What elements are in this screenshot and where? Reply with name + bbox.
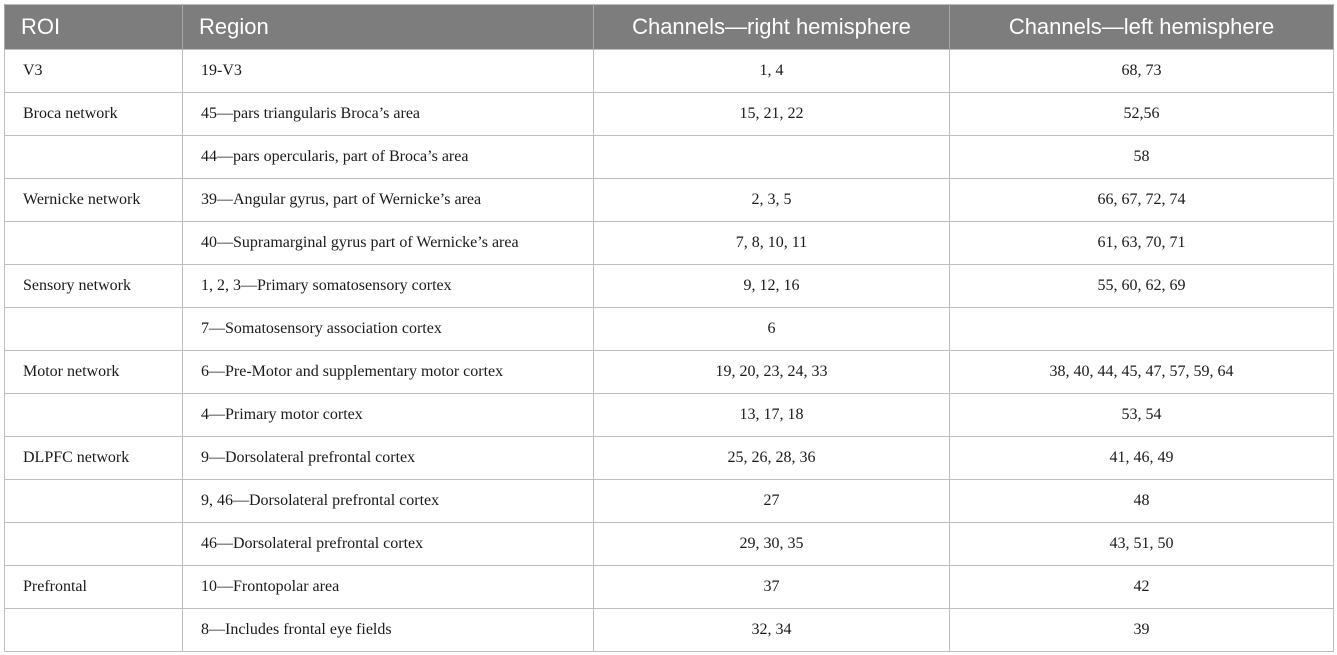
cell-region: 45—pars triangularis Broca’s area xyxy=(183,93,594,136)
cell-channels-left: 53, 54 xyxy=(950,394,1334,437)
cell-region: 46—Dorsolateral prefrontal cortex xyxy=(183,523,594,566)
cell-channels-right: 15, 21, 22 xyxy=(594,93,950,136)
cell-channels-left: 43, 51, 50 xyxy=(950,523,1334,566)
table-row xyxy=(5,50,1334,93)
cell-roi xyxy=(5,308,183,351)
table-header xyxy=(5,5,1334,50)
cell-channels-left: 61, 63, 70, 71 xyxy=(950,222,1334,265)
cell-channels-left: 52,56 xyxy=(950,93,1334,136)
header-region: Region xyxy=(183,5,594,50)
cell-region: 7—Somatosensory association cortex xyxy=(183,308,594,351)
cell-channels-left: 48 xyxy=(950,480,1334,523)
table-row xyxy=(5,265,1334,308)
roi-channel-table xyxy=(4,4,1334,652)
cell-channels-right: 37 xyxy=(594,566,950,609)
cell-channels-left: 55, 60, 62, 69 xyxy=(950,265,1334,308)
cell-region: 1, 2, 3—Primary somatosensory cortex xyxy=(183,265,594,308)
cell-channels-left: 68, 73 xyxy=(950,50,1334,93)
cell-roi: DLPFC network xyxy=(5,437,183,480)
cell-region: 9, 46—Dorsolateral prefrontal cortex xyxy=(183,480,594,523)
cell-region: 40—Supramarginal gyrus part of Wernicke’s area xyxy=(183,222,594,265)
cell-channels-left: 66, 67, 72, 74 xyxy=(950,179,1334,222)
cell-roi: Prefrontal xyxy=(5,566,183,609)
cell-roi xyxy=(5,136,183,179)
cell-channels-left: 39 xyxy=(950,609,1334,652)
table-row xyxy=(5,609,1334,652)
cell-roi xyxy=(5,394,183,437)
cell-roi: Wernicke network xyxy=(5,179,183,222)
cell-channels-left: 38, 40, 44, 45, 47, 57, 59, 64 xyxy=(950,351,1334,394)
cell-channels-right xyxy=(594,136,950,179)
cell-region: 8—Includes frontal eye fields xyxy=(183,609,594,652)
header-channels-left: Channels—left hemisphere xyxy=(950,5,1334,50)
cell-region: 6—Pre-Motor and supplementary motor cortex xyxy=(183,351,594,394)
cell-roi xyxy=(5,222,183,265)
header-row xyxy=(5,5,1334,50)
header-channels-right: Channels—right hemisphere xyxy=(594,5,950,50)
cell-channels-right: 27 xyxy=(594,480,950,523)
cell-channels-right: 6 xyxy=(594,308,950,351)
table-row xyxy=(5,480,1334,523)
roi-table-container xyxy=(4,4,1333,652)
table-row xyxy=(5,394,1334,437)
table-row xyxy=(5,351,1334,394)
cell-region: 10—Frontopolar area xyxy=(183,566,594,609)
cell-channels-right: 2, 3, 5 xyxy=(594,179,950,222)
cell-channels-right: 7, 8, 10, 11 xyxy=(594,222,950,265)
table-row xyxy=(5,222,1334,265)
table-row xyxy=(5,308,1334,351)
cell-channels-right: 13, 17, 18 xyxy=(594,394,950,437)
cell-channels-left: 41, 46, 49 xyxy=(950,437,1334,480)
cell-channels-right: 29, 30, 35 xyxy=(594,523,950,566)
table-row xyxy=(5,523,1334,566)
cell-channels-left xyxy=(950,308,1334,351)
cell-region: 4—Primary motor cortex xyxy=(183,394,594,437)
table-row xyxy=(5,93,1334,136)
cell-region: 39—Angular gyrus, part of Wernicke’s area xyxy=(183,179,594,222)
cell-region: 44—pars opercularis, part of Broca’s area xyxy=(183,136,594,179)
cell-roi: Motor network xyxy=(5,351,183,394)
cell-roi xyxy=(5,480,183,523)
cell-channels-right: 9, 12, 16 xyxy=(594,265,950,308)
cell-channels-right: 32, 34 xyxy=(594,609,950,652)
table-row xyxy=(5,136,1334,179)
table-row xyxy=(5,437,1334,480)
table-row xyxy=(5,179,1334,222)
header-roi: ROI xyxy=(5,5,183,50)
cell-region: 9—Dorsolateral prefrontal cortex xyxy=(183,437,594,480)
cell-region: 19-V3 xyxy=(183,50,594,93)
table-body xyxy=(5,50,1334,652)
cell-roi: Sensory network xyxy=(5,265,183,308)
cell-roi: V3 xyxy=(5,50,183,93)
cell-roi xyxy=(5,523,183,566)
cell-roi: Broca network xyxy=(5,93,183,136)
cell-channels-right: 1, 4 xyxy=(594,50,950,93)
cell-channels-right: 19, 20, 23, 24, 33 xyxy=(594,351,950,394)
cell-roi xyxy=(5,609,183,652)
cell-channels-right: 25, 26, 28, 36 xyxy=(594,437,950,480)
cell-channels-left: 42 xyxy=(950,566,1334,609)
table-row xyxy=(5,566,1334,609)
cell-channels-left: 58 xyxy=(950,136,1334,179)
